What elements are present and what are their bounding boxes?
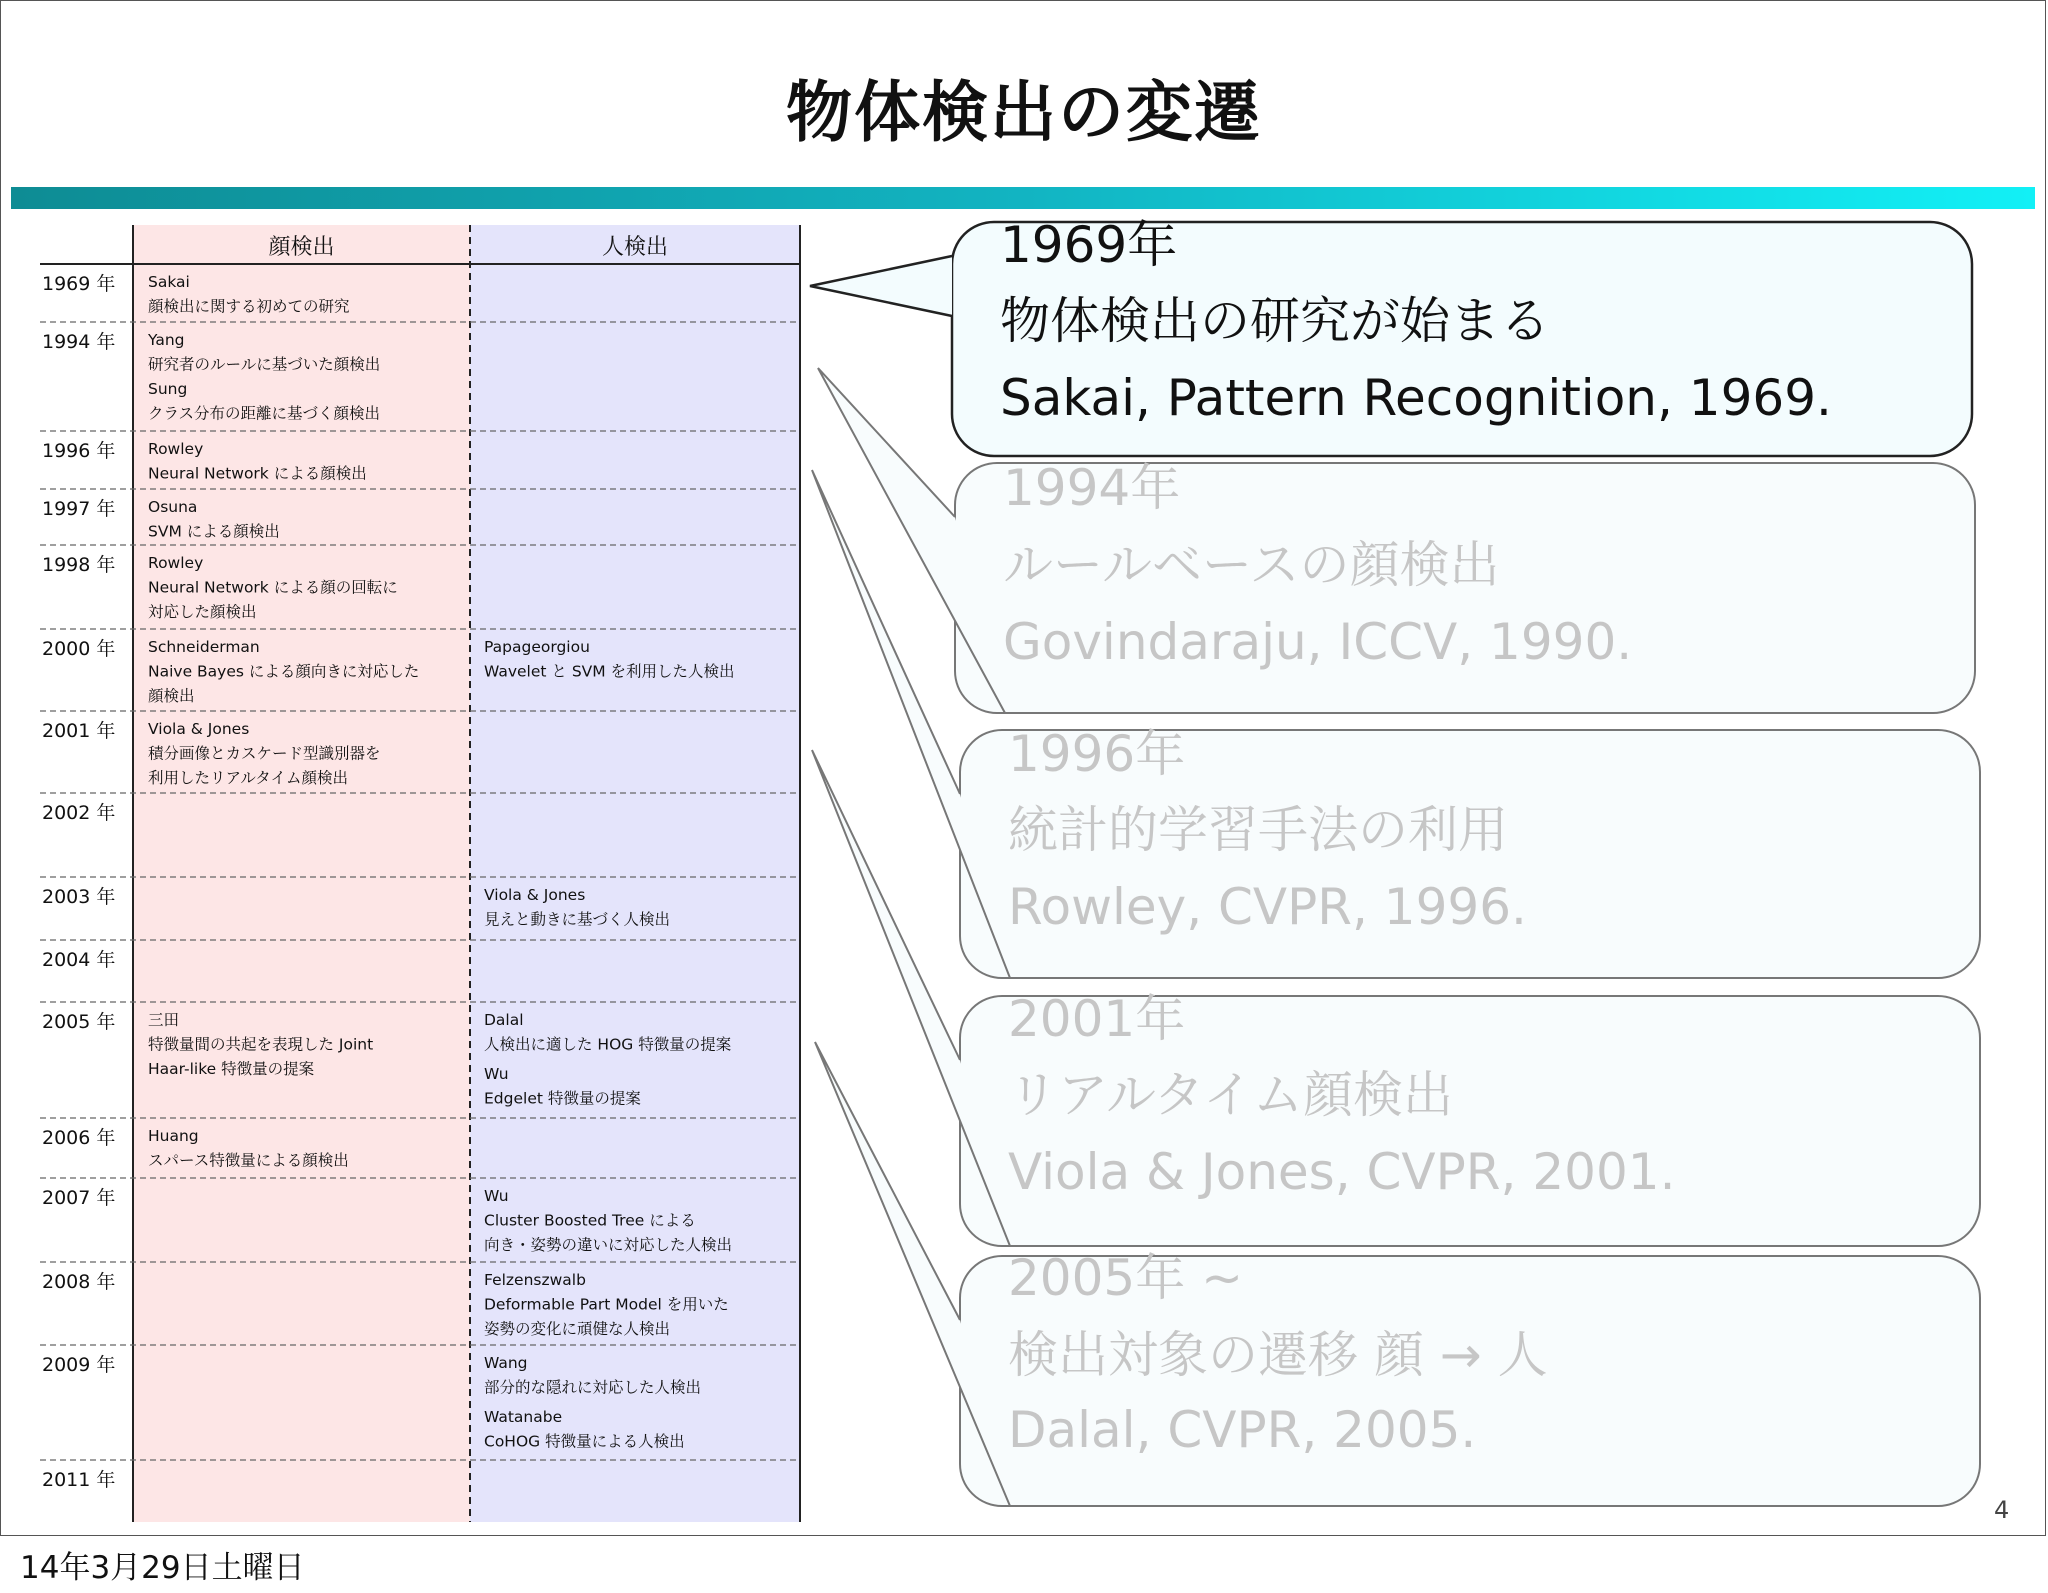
person-entry-line: Felzenszwalb xyxy=(484,1271,586,1289)
face-entry-line: Yang xyxy=(148,331,185,349)
face-entry-line: 積分画像とカスケード型識別器を xyxy=(148,744,381,763)
face-detection-header: 顔検出 xyxy=(268,235,335,260)
history-table xyxy=(40,225,800,1522)
face-entry-line: Osuna xyxy=(148,498,198,516)
person-entry-line: Wang xyxy=(484,1354,528,1372)
face-entry-line: 研究者のルールに基づいた顔検出 xyxy=(148,355,381,374)
year-label: 2001 年 xyxy=(42,720,116,742)
face-entry-line: Rowley xyxy=(148,554,204,572)
year-label: 1969 年 xyxy=(42,273,116,295)
face-entry-line: クラス分布の距離に基づく顔検出 xyxy=(148,404,381,423)
face-entry-line: Sung xyxy=(148,380,188,398)
person-entry-line: Deformable Part Model を用いた xyxy=(484,1295,729,1314)
year-label: 2009 年 xyxy=(42,1354,116,1376)
year-label: 1997 年 xyxy=(42,498,116,520)
callout-line: 1969年 xyxy=(1000,216,1178,274)
person-entry-line: 向き・姿勢の違いに対応した人検出 xyxy=(484,1236,733,1254)
face-entry-line: 対応した顔検出 xyxy=(148,603,257,621)
face-entry-line: Haar-like 特徴量の提案 xyxy=(148,1060,315,1078)
person-entry-line: Viola & Jones xyxy=(484,886,586,904)
face-entry-line: Neural Network による顔の回転に xyxy=(148,578,398,597)
year-label: 1994 年 xyxy=(42,331,116,353)
callout-line: リアルタイム顔検出 xyxy=(1008,1066,1453,1124)
face-entry-line: 顔検出 xyxy=(148,687,195,705)
person-entry-line: Watanabe xyxy=(484,1408,563,1426)
callout-line: Sakai, Pattern Recognition, 1969. xyxy=(1000,369,1832,427)
face-entry-line: 三田 xyxy=(148,1011,180,1029)
person-entry-line: Cluster Boosted Tree による xyxy=(484,1211,696,1230)
face-entry-line: Schneiderman xyxy=(148,638,260,656)
callout-line: 2005年 ~ xyxy=(1008,1249,1244,1307)
face-entry-line: Huang xyxy=(148,1127,199,1145)
face-entry-line: SVM による顔検出 xyxy=(148,522,280,541)
callout-line: Rowley, CVPR, 1996. xyxy=(1008,878,1527,936)
callout-line: 1996年 xyxy=(1008,725,1186,783)
face-entry-line: Viola & Jones xyxy=(148,720,250,738)
callout-line: 統計的学習手法の利用 xyxy=(1008,801,1508,859)
year-label: 2003 年 xyxy=(42,886,116,908)
face-entry-line: Rowley xyxy=(148,440,204,458)
face-entry-line: スパース特徴量による顔検出 xyxy=(148,1151,349,1170)
year-label: 2011 年 xyxy=(42,1469,116,1491)
face-entry-line: Neural Network による顔検出 xyxy=(148,464,367,483)
person-entry-line: Wu xyxy=(484,1065,509,1083)
person-entry-line: Edgelet 特徴量の提案 xyxy=(484,1089,641,1108)
callout-line: Govindaraju, ICCV, 1990. xyxy=(1003,613,1633,671)
person-entry-line: Wavelet と SVM を利用した人検出 xyxy=(484,662,735,681)
callout-line: 2001年 xyxy=(1008,990,1186,1048)
callout-line: 検出対象の遷移 顔 → 人 xyxy=(1008,1326,1548,1384)
callout-line: Viola & Jones, CVPR, 2001. xyxy=(1008,1143,1676,1201)
callout-1 xyxy=(810,216,1972,456)
face-entry-line: 顔検出に関する初めての研究 xyxy=(148,297,350,316)
year-label: 2007 年 xyxy=(42,1187,116,1209)
person-entry-line: CoHOG 特徴量による人検出 xyxy=(484,1432,685,1451)
person-entry-line: Papageorgiou xyxy=(484,638,590,656)
year-label: 2002 年 xyxy=(42,802,116,824)
year-label: 1996 年 xyxy=(42,440,116,462)
year-label: 2008 年 xyxy=(42,1271,116,1293)
person-entry-line: Wu xyxy=(484,1187,509,1205)
person-entry-line: 姿勢の変化に頑健な人検出 xyxy=(484,1320,671,1338)
face-entry-line: Naive Bayes による顔向きに対応した xyxy=(148,662,420,681)
person-entry-line: 人検出に適した HOG 特徴量の提案 xyxy=(484,1035,732,1054)
callout-line: 1994年 xyxy=(1003,459,1181,517)
person-entry-line: 部分的な隠れに対応した人検出 xyxy=(484,1378,702,1397)
callout-line: 物体検出の研究が始まる xyxy=(1000,292,1550,350)
person-entry-line: 見えと動きに基づく人検出 xyxy=(484,910,671,929)
callout-line: Dalal, CVPR, 2005. xyxy=(1008,1401,1477,1459)
face-entry-line: 特徴量間の共起を表現した Joint xyxy=(148,1035,374,1054)
person-entry-line: Dalal xyxy=(484,1011,524,1029)
slide-title: 物体検出の変遷 xyxy=(786,74,1262,151)
year-label: 2000 年 xyxy=(42,638,116,660)
callout-tail-fill xyxy=(810,256,952,316)
year-label: 2006 年 xyxy=(42,1127,116,1149)
callout-line: ルールベースの顔検出 xyxy=(1003,536,1500,594)
person-detection-header: 人検出 xyxy=(601,235,669,260)
page-number: 4 xyxy=(1994,1496,2010,1524)
year-label: 2005 年 xyxy=(42,1011,116,1033)
callout-group xyxy=(810,216,1980,1506)
face-entry-line: Sakai xyxy=(148,273,190,291)
year-label: 2004 年 xyxy=(42,949,116,971)
face-entry-line: 利用したリアルタイム顔検出 xyxy=(148,769,348,787)
footer-date: 14年3月29日土曜日 xyxy=(20,1550,305,1586)
year-label: 1998 年 xyxy=(42,554,116,576)
